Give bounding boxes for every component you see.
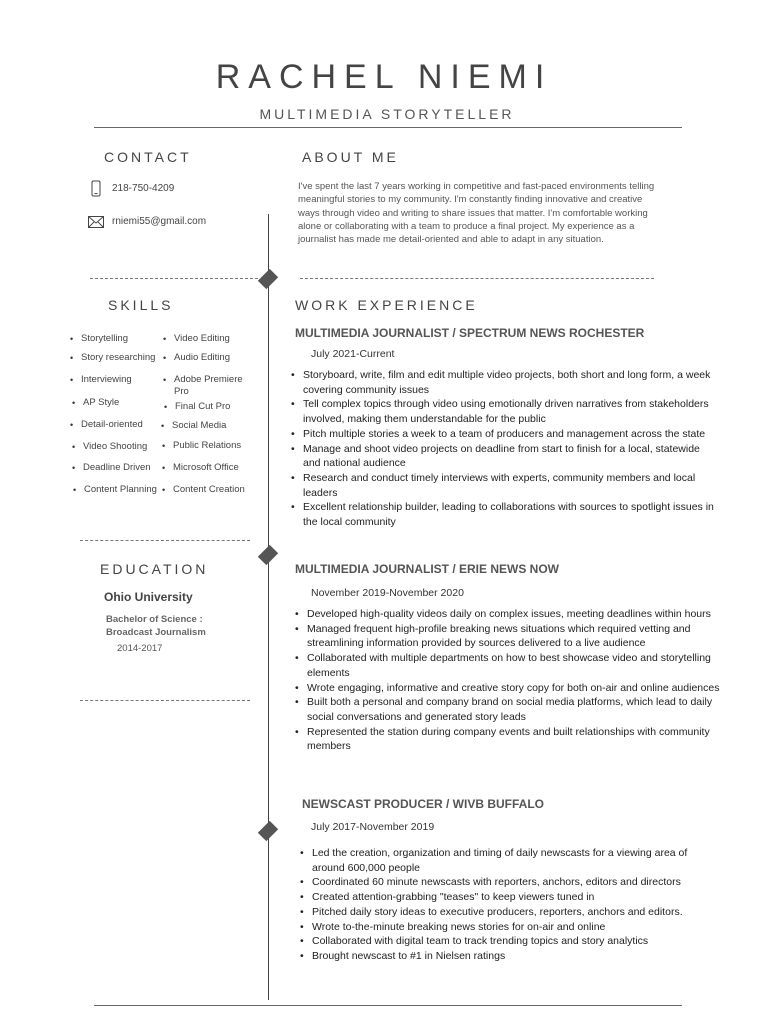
skill-item: • Video Editing	[174, 333, 230, 345]
skill-item: • Public Relations	[173, 440, 241, 452]
skill-item: • AP Style	[83, 397, 119, 409]
job-bullet: • Coordinated 60 minute newscasts with reporters, anchors, editors and directors	[300, 875, 710, 890]
education-heading: EDUCATION	[100, 561, 209, 577]
skill-item: • Interviewing	[81, 374, 132, 386]
job-bullet: • Pitched daily story ideas to executive producers, reporters, anchors and editors.	[300, 905, 710, 920]
timeline-line	[268, 214, 269, 1000]
degree-line: Bachelor of Science :	[106, 614, 203, 625]
job-bullet: • Created attention-grabbing "teases" to keep viewers tuned in	[300, 890, 710, 905]
job-bullets	[300, 846, 710, 964]
skill-item: • Content Planning	[84, 484, 157, 496]
job-bullet: • Collaborated with digital team to track trending topics and story analytics	[300, 934, 710, 949]
skill-item: • Detail-oriented	[81, 419, 143, 431]
job-title: MULTIMEDIA JOURNALIST / ERIE NEWS NOW	[295, 562, 559, 576]
degree-line: Broadcast Journalism	[106, 627, 206, 638]
section-divider	[80, 700, 250, 701]
job-bullet: • Led the creation, organization and timing of daily newscasts for a viewing area of around 600,000 people	[300, 846, 710, 875]
education-years: 2014-2017	[117, 643, 163, 654]
job-title: NEWSCAST PRODUCER / WIVB BUFFALO	[302, 797, 544, 811]
section-divider	[300, 278, 654, 279]
skill-item: • Content Creation	[173, 484, 245, 496]
work-heading: WORK EXPERIENCE	[295, 297, 478, 313]
skill-item: • Adobe Premiere Pro	[174, 374, 250, 398]
timeline-diamond	[258, 821, 278, 841]
job-bullet: • Excellent relationship builder, leading to collaborations with sources to spotlight issues in the local community	[291, 500, 716, 529]
about-text: I've spent the last 7 years working in competitive and fast-paced environments telling meaningful stories to my community. I'm constantly finding innovative and creative ways through video and writing to share issues that matter. I'm comfortable working alone or collaborating with a team to produce a final project. My experience as a journalist has made me detail-oriented and able to adapt in any situation.	[298, 181, 655, 246]
job-bullets	[295, 607, 725, 754]
job-bullet: • Wrote to-the-minute breaking news stories for on-air and online	[300, 920, 710, 935]
job-bullet: • Built both a personal and company brand on social media platforms, which lead to daily social conversations and generated story leads	[295, 695, 725, 724]
skill-item: • Video Shooting	[83, 441, 147, 453]
job-date: July 2021-Current	[311, 348, 395, 360]
resume-name: RACHEL NIEMI	[215, 58, 553, 96]
job-bullet: • Represented the station during company events and built relationships with community members	[295, 725, 725, 754]
skill-item: • Deadline Driven	[83, 462, 151, 474]
job-bullet: • Manage and shoot video projects on deadline from start to finish for a local, statewide and national audience	[291, 442, 716, 471]
footer-divider	[94, 1005, 682, 1006]
section-divider	[90, 278, 258, 279]
job-bullet: • Brought newscast to #1 in Nielsen ratings	[300, 949, 710, 964]
about-heading: ABOUT ME	[302, 149, 399, 165]
job-bullet: • Tell complex topics through video using emotionally driven narratives from stakeholders involved, making them understandable for the public	[291, 397, 716, 426]
mail-icon	[88, 216, 104, 228]
skill-item: • Storytelling	[81, 333, 128, 345]
job-bullet: • Wrote engaging, informative and creative story copy for both on-air and online audiences	[295, 681, 725, 696]
job-bullet: • Research and conduct timely interviews with experts, community members and local leaders	[291, 471, 716, 500]
phone-number[interactable]: 218-750-4209	[112, 183, 175, 194]
header-divider	[94, 127, 682, 128]
skill-item: • Audio Editing	[174, 352, 230, 364]
email-address[interactable]: rniemi55@gmail.com	[112, 216, 207, 227]
job-bullet: • Managed frequent high-profile breaking news situations which required vetting and streamlining information provided by sources delivered to a live audience	[295, 622, 725, 651]
phone-icon	[91, 180, 101, 197]
skill-item: • Story researching	[81, 352, 155, 364]
contact-heading: CONTACT	[104, 149, 192, 165]
resume-title: MULTIMEDIA STORYTELLER	[259, 106, 515, 122]
job-bullets	[291, 368, 716, 530]
job-bullet: • Pitch multiple stories a week to a team of producers and management across the state	[291, 427, 716, 442]
job-bullet: • Collaborated with multiple departments on how to best showcase video and storytelling elements	[295, 651, 725, 680]
skill-item: • Final Cut Pro	[175, 401, 230, 413]
section-divider	[80, 540, 250, 541]
skills-heading: SKILLS	[108, 297, 174, 313]
job-title: MULTIMEDIA JOURNALIST / SPECTRUM NEWS ROCHESTER	[295, 326, 645, 340]
job-bullet: • Developed high-quality videos daily on complex issues, meeting deadlines within hours	[295, 607, 725, 622]
timeline-diamond	[258, 269, 278, 289]
timeline-diamond	[258, 545, 278, 565]
skill-item: • Microsoft Office	[173, 462, 239, 474]
school-name: Ohio University	[104, 590, 193, 604]
job-bullet: • Storyboard, write, film and edit multiple video projects, both short and long form, a week covering community issues	[291, 368, 716, 397]
skill-item: • Social Media	[172, 420, 226, 432]
job-date: November 2019-November 2020	[311, 587, 464, 599]
job-date: July 2017-November 2019	[311, 821, 435, 833]
